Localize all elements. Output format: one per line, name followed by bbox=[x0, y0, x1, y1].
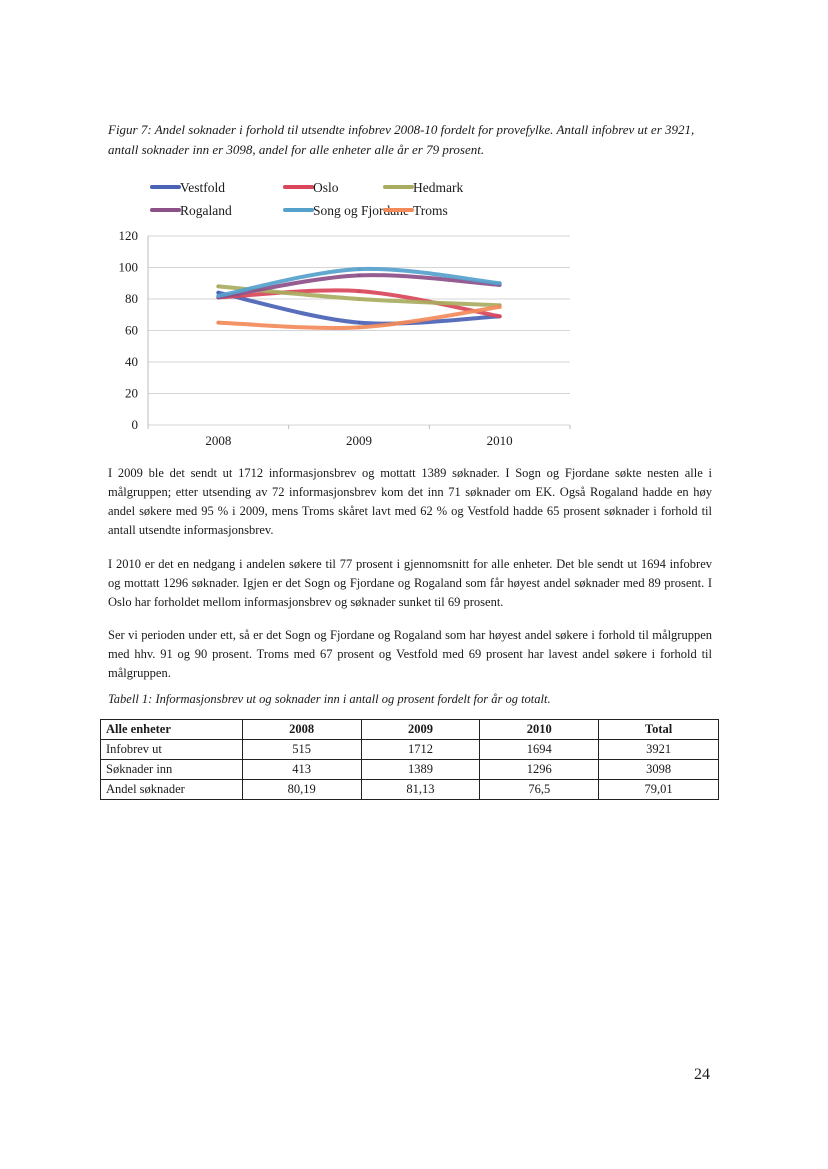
data-point bbox=[217, 294, 220, 297]
legend-label: Oslo bbox=[313, 180, 339, 195]
legend-label: Song og Fjordane bbox=[313, 203, 409, 218]
series-line-5 bbox=[218, 307, 499, 328]
data-point bbox=[357, 326, 360, 329]
data-point bbox=[357, 297, 360, 300]
data-point bbox=[498, 282, 501, 285]
table-cell: 76,5 bbox=[480, 780, 599, 800]
y-tick-label: 20 bbox=[125, 385, 138, 401]
legend-label: Hedmark bbox=[413, 180, 464, 195]
table-header-cell: Alle enheter bbox=[101, 720, 243, 740]
table-cell: 80,19 bbox=[242, 780, 361, 800]
table-cell: 1712 bbox=[361, 740, 480, 760]
table-cell: 1296 bbox=[480, 760, 599, 780]
legend-label: Troms bbox=[413, 203, 448, 218]
y-tick-label: 60 bbox=[125, 322, 138, 338]
paragraph-period: Ser vi perioden under ett, så er det Sogn og Fjordane og Rogaland som har høyest andel søkere i forhold til målgruppen med hhv. 91 og 90 prosent. Troms med 67 prosent og Vestfold med 69 prosent har lavest andel søkere i forhold til målgruppen. bbox=[108, 628, 712, 680]
data-table bbox=[100, 719, 719, 800]
data-point bbox=[498, 315, 501, 318]
table-row bbox=[101, 780, 719, 800]
table-cell: 413 bbox=[242, 760, 361, 780]
paragraph-2010: I 2010 er det en nedgang i andelen søkere til 77 prosent i gjennomsnitt for alle enheter. Det ble sendt ut 1694 infobrev og mottatt 1296 søknader. Igjen er det Sogn og Fjordane og Rogaland som får høyest andel søknader med 89 prosent. I Oslo har forholdet mellom informasjonsbrev og søknader sunket til 69 prosent. bbox=[108, 557, 712, 609]
data-point bbox=[217, 321, 220, 324]
line-chart bbox=[100, 172, 580, 462]
table-cell: Andel søknader bbox=[101, 780, 243, 800]
x-tick-label: 2010 bbox=[486, 433, 513, 448]
table-header-cell: 2008 bbox=[242, 720, 361, 740]
data-point bbox=[217, 285, 220, 288]
table-cell: 3921 bbox=[599, 740, 719, 760]
table-header-cell: Total bbox=[599, 720, 719, 740]
table-caption: Tabell 1: Informasjonsbrev ut og soknader inn i antall og prosent fordelt for år og totalt. bbox=[108, 692, 551, 706]
legend-label: Rogaland bbox=[180, 203, 232, 218]
chart-svg bbox=[100, 172, 580, 462]
legend-label: Vestfold bbox=[180, 180, 225, 195]
y-tick-label: 100 bbox=[118, 259, 138, 275]
data-point bbox=[357, 267, 360, 270]
table-cell: Infobrev ut bbox=[101, 740, 243, 760]
table-row bbox=[101, 760, 719, 780]
table-header-cell: 2010 bbox=[480, 720, 599, 740]
table-cell: Søknader inn bbox=[101, 760, 243, 780]
x-tick-label: 2008 bbox=[205, 433, 232, 448]
x-tick-label: 2009 bbox=[346, 433, 372, 448]
table-cell: 3098 bbox=[599, 760, 719, 780]
figure-caption: Figur 7: Andel soknader i forhold til utsendte infobrev 2008-10 fordelt for provefylke. Antall infobrev ut er 3921, antall soknader inn er 3098, andel for alle enheter alle år er 79 prosent. bbox=[108, 122, 695, 157]
table-cell: 515 bbox=[242, 740, 361, 760]
table-cell: 1694 bbox=[480, 740, 599, 760]
y-tick-label: 0 bbox=[131, 417, 138, 432]
page-number: 24 bbox=[694, 1066, 710, 1083]
table-cell: 79,01 bbox=[599, 780, 719, 800]
y-tick-label: 40 bbox=[125, 354, 138, 369]
data-point bbox=[357, 290, 360, 293]
y-tick-label: 120 bbox=[118, 228, 138, 243]
table-cell: 1389 bbox=[361, 760, 480, 780]
table-row bbox=[101, 740, 719, 760]
data-point bbox=[357, 321, 360, 324]
table-header-cell: 2009 bbox=[361, 720, 480, 740]
table-cell: 81,13 bbox=[361, 780, 480, 800]
table-header-row bbox=[101, 720, 719, 740]
y-tick-label: 80 bbox=[125, 291, 138, 306]
data-point bbox=[357, 274, 360, 277]
paragraph-2009: I 2009 ble det sendt ut 1712 informasjonsbrev og mottatt 1389 søknader. I Sogn og Fjordane søkte nesten alle i målgruppen; etter utsending av 72 informasjonsbrev kom det inn 71 søknader om EK. Også Rogaland hadde en høy andel søkere med 95 % i 2009, mens Troms skåret lavt med 62 % og Vestfold hadde 65 prosent søknader i forhold til antall utsendte informasjonsbrev. bbox=[108, 466, 712, 537]
data-point bbox=[498, 305, 501, 308]
